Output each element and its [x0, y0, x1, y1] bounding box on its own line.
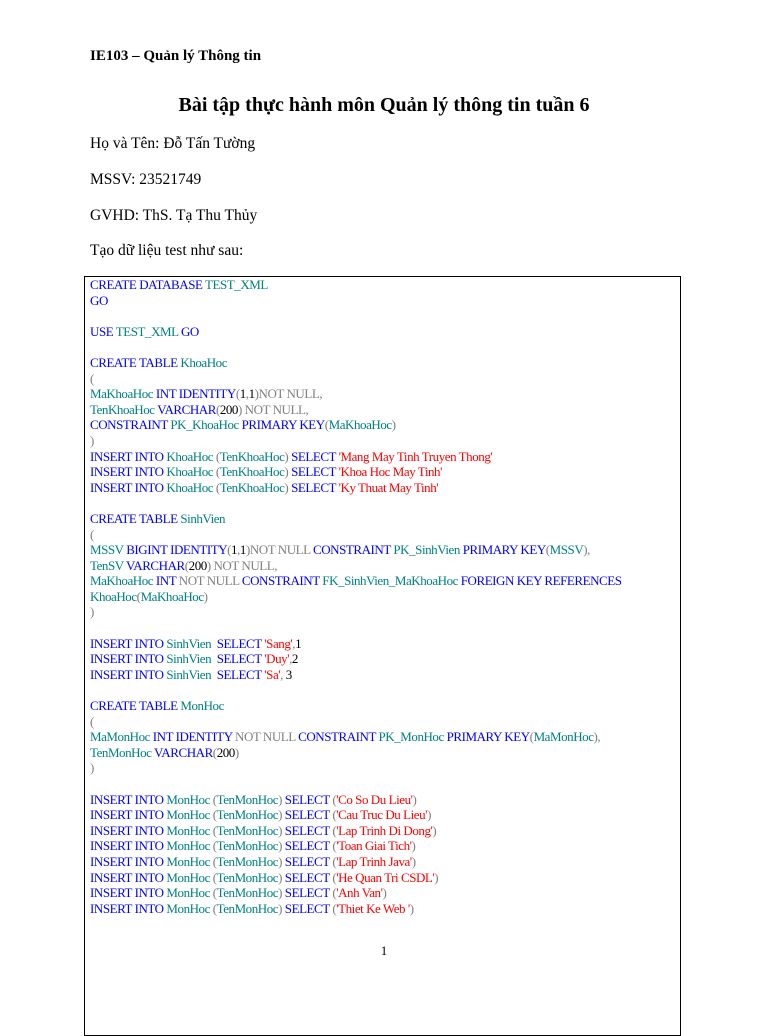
code-token-op: ( [332, 822, 337, 838]
code-token-op: ( [212, 791, 217, 807]
code-token-kw: BIGINT IDENTITY [126, 542, 228, 558]
code-line [90, 682, 680, 698]
code-token-op: ) [427, 807, 431, 823]
code-token-kw: SELECT [291, 464, 339, 480]
code-token-id: TenMonHoc [216, 838, 279, 854]
code-token-id: MonHoc [166, 791, 213, 807]
code-token-id: KhoaHoc [166, 464, 216, 480]
code-line [90, 854, 680, 870]
code-token-op: ( [215, 401, 220, 417]
code-token-op: ) [434, 869, 439, 885]
code-token-str: 'Lap Trinh Di Dong' [336, 822, 433, 838]
code-token-op: ), [593, 729, 601, 745]
code-token-op: )NOT NULL [245, 542, 313, 558]
code-line [90, 792, 680, 808]
code-token-txt: 200 [216, 744, 235, 760]
code-token-kw: INSERT INTO [90, 838, 167, 854]
code-token-kw: INSERT INTO [90, 791, 167, 807]
code-token-kw: CREATE TABLE [90, 354, 181, 370]
code-token-id: MSSV [90, 542, 127, 558]
code-token-op: , [245, 386, 249, 402]
code-token-id: TenKhoaHoc [219, 479, 285, 495]
code-token-txt: 2 [291, 651, 298, 667]
code-line [90, 339, 680, 355]
code-token-kw: PRIMARY KEY [241, 417, 325, 433]
code-token-op: ( [332, 900, 337, 916]
code-token-id: SinhVien [180, 510, 226, 526]
code-token-kw: SELECT [284, 822, 333, 838]
code-token-op: NOT NULL [178, 573, 242, 589]
code-token-id: TenSV [90, 557, 127, 573]
code-token-str: 'Sa' [264, 666, 281, 682]
code-token-kw: SELECT [284, 869, 333, 885]
page-number: 1 [380, 943, 388, 958]
code-token-op: ) [411, 838, 416, 854]
code-token-kw: INSERT INTO [90, 464, 167, 480]
code-token-kw: SELECT [284, 900, 333, 916]
code-token-id: MonHoc [166, 838, 213, 854]
code-token-id: PK_MonHoc [378, 729, 447, 745]
code-token-kw: INSERT INTO [90, 479, 167, 495]
code-token-txt: 1 [239, 386, 246, 402]
code-token-kw: SELECT [284, 838, 333, 854]
code-line [90, 667, 680, 683]
code-token-op: ( [545, 542, 550, 558]
code-line [90, 527, 680, 543]
code-token-kw: INSERT INTO [90, 885, 167, 901]
code-token-op: ( [332, 869, 337, 885]
code-token-op: ( [212, 869, 217, 885]
code-token-kw: GO [90, 292, 108, 308]
code-line [90, 651, 680, 667]
code-line [90, 433, 680, 449]
code-token-kw: VARCHAR [154, 744, 213, 760]
code-token-kw: CONSTRAINT [298, 729, 379, 745]
code-token-str: 'Khoa Hoc May Tinh' [338, 464, 443, 480]
code-token-kw: INT [155, 573, 179, 589]
code-line [90, 573, 680, 589]
code-token-str: 'Cau Truc Du Lieu' [336, 807, 428, 823]
code-token-kw: FOREIGN KEY REFERENCES [460, 573, 622, 589]
code-token-str: 'Anh Van' [336, 885, 383, 901]
code-token-id: TenMonHoc [216, 791, 279, 807]
code-token-kw: CREATE TABLE [90, 510, 181, 526]
code-token-id: MaMonHoc [533, 729, 594, 745]
sql-code-block [84, 276, 681, 1036]
code-token-op: ( [235, 386, 240, 402]
code-token-op: ( [136, 588, 141, 604]
code-token-kw: SELECT [284, 885, 333, 901]
code-token-op: ) [284, 464, 292, 480]
code-token-txt: 3 [285, 666, 292, 682]
code-token-op: ( [212, 900, 217, 916]
code-token-id: SinhVien [166, 651, 217, 667]
code-token-id: FK_SinhVien_MaKhoaHoc [322, 573, 461, 589]
code-token-op: ) NOT NULL, [206, 557, 278, 573]
code-token-id: KhoaHoc [180, 354, 228, 370]
code-token-txt: 1 [248, 386, 255, 402]
document-header: IE103 – Quản lý Thông tin [90, 48, 262, 64]
code-token-op: ( [332, 885, 337, 901]
code-token-op: , [292, 635, 296, 651]
code-line [90, 371, 680, 387]
code-token-op: ) NOT NULL, [237, 401, 309, 417]
code-token-kw: PRIMARY KEY [462, 542, 546, 558]
code-token-kw: INT IDENTITY [152, 729, 235, 745]
code-token-txt: 1 [231, 542, 238, 558]
code-token-op: ( [90, 713, 94, 729]
code-line [90, 511, 680, 527]
code-token-id: SinhVien [166, 635, 217, 651]
code-token-kw: CONSTRAINT [312, 542, 394, 558]
code-token-op: ) [409, 900, 414, 916]
code-line [90, 480, 680, 496]
code-token-op: ) [278, 791, 285, 807]
code-token-id: KhoaHoc [166, 479, 216, 495]
code-token-kw: CREATE TABLE [90, 698, 181, 714]
code-token-op: ) [284, 448, 292, 464]
code-token-id: MonHoc [166, 869, 213, 885]
code-line [90, 745, 680, 761]
code-token-str: 'Lap Trinh Java' [336, 853, 412, 869]
code-line [90, 542, 680, 558]
code-line [90, 402, 680, 418]
code-line [90, 870, 680, 886]
code-token-id: TenMonHoc [216, 885, 279, 901]
code-token-txt: 1 [295, 635, 302, 651]
code-line [90, 293, 680, 309]
code-token-op: NOT NULL [235, 729, 299, 745]
code-token-kw: SELECT [216, 666, 265, 682]
code-token-kw: PRIMARY KEY [446, 729, 530, 745]
code-line [90, 807, 680, 823]
code-token-op: ) [382, 885, 387, 901]
code-token-op: ( [324, 417, 329, 433]
code-token-op: ( [529, 729, 534, 745]
code-token-kw: SELECT [284, 807, 333, 823]
code-token-kw: INT IDENTITY [155, 386, 236, 402]
code-token-id: TenMonHoc [216, 822, 279, 838]
code-token-op: ( [215, 464, 220, 480]
code-token-id: MonHoc [166, 885, 213, 901]
code-token-id: PK_KhoaHoc [170, 417, 242, 433]
student-id: MSSV: 23521749 [90, 171, 202, 188]
code-token-op: ( [90, 526, 94, 542]
code-token-op: ( [332, 838, 337, 854]
document-title: Bài tập thực hành môn Quản lý thông tin tuần 6 [178, 94, 590, 116]
code-line [90, 355, 680, 371]
code-token-op: ( [227, 542, 232, 558]
code-token-kw: SELECT [216, 651, 265, 667]
code-token-str: 'Duy' [264, 651, 290, 667]
code-token-id: TenMonHoc [216, 900, 279, 916]
code-token-str: 'Ky Thuat May Tinh' [338, 479, 439, 495]
code-token-op: ), [583, 542, 590, 558]
code-token-kw: INSERT INTO [90, 822, 167, 838]
code-token-id: MSSV [549, 542, 584, 558]
code-token-id: MonHoc [166, 807, 213, 823]
code-token-op: , [237, 542, 240, 558]
code-token-str: 'He Quan Tri CSDL' [336, 869, 435, 885]
code-token-op: ) [234, 744, 239, 760]
code-token-op: ( [332, 791, 337, 807]
code-token-op: )NOT NULL, [254, 386, 323, 402]
code-token-id: MaKhoaHoc [90, 573, 156, 589]
code-line [90, 449, 680, 465]
code-token-op: ) [391, 417, 396, 433]
code-line [90, 558, 680, 574]
code-token-kw: SELECT [216, 635, 265, 651]
code-token-op: ( [332, 853, 337, 869]
code-line [90, 901, 680, 917]
code-token-id: SinhVien [166, 666, 217, 682]
code-token-op: ) [278, 822, 285, 838]
code-token-op: ) [278, 900, 285, 916]
code-token-op: ( [212, 822, 217, 838]
code-token-id: TenMonHoc [216, 807, 279, 823]
code-token-str: 'Mang May Tinh Truyen Thong' [338, 448, 493, 464]
code-line [90, 729, 680, 745]
code-token-str: 'Sang' [264, 635, 293, 651]
code-token-op: ) [411, 853, 416, 869]
code-line [90, 464, 680, 480]
code-token-str: 'Co So Du Lieu' [336, 791, 413, 807]
code-line [90, 885, 680, 901]
code-line [90, 714, 680, 730]
code-token-kw: INSERT INTO [90, 635, 167, 651]
code-token-txt: 200 [188, 557, 207, 573]
code-line [90, 698, 680, 714]
code-token-kw: INSERT INTO [90, 651, 167, 667]
code-token-kw: CONSTRAINT [241, 573, 323, 589]
code-token-op: ( [332, 807, 337, 823]
code-token-op: ) [278, 807, 285, 823]
code-line [90, 308, 680, 324]
code-token-id: TEST_XML [115, 323, 181, 339]
code-line [90, 838, 680, 854]
code-line [90, 495, 680, 511]
code-token-id: TenKhoaHoc [90, 401, 158, 417]
code-token-kw: VARCHAR [157, 401, 216, 417]
code-token-kw: USE [90, 323, 116, 339]
code-line [90, 324, 680, 340]
code-token-op: ) [90, 604, 94, 620]
code-line [90, 417, 680, 433]
code-token-kw: INSERT INTO [90, 448, 167, 464]
code-token-id: TenMonHoc [216, 853, 279, 869]
code-token-id: MaKhoaHoc [140, 588, 204, 604]
intro-text: Tạo dữ liệu test như sau: [90, 242, 244, 259]
code-token-kw: VARCHAR [126, 557, 185, 573]
code-line [90, 620, 680, 636]
code-token-id: KhoaHoc [166, 448, 216, 464]
code-token-kw: INSERT INTO [90, 853, 167, 869]
code-token-id: MonHoc [166, 853, 213, 869]
code-line [90, 386, 680, 402]
code-token-kw: GO [180, 323, 199, 339]
code-token-op: ( [184, 557, 189, 573]
code-token-id: MonHoc [180, 698, 224, 714]
code-token-op: ( [212, 744, 217, 760]
instructor: GVHD: ThS. Tạ Thu Thủy [90, 207, 258, 224]
student-name: Họ và Tên: Đỗ Tấn Tường [90, 135, 256, 152]
code-token-kw: SELECT [284, 791, 333, 807]
code-token-id: MonHoc [166, 822, 213, 838]
code-token-op: ( [212, 885, 217, 901]
code-token-op: ) [284, 479, 292, 495]
code-token-op: ( [212, 807, 217, 823]
code-token-txt: 1 [239, 542, 246, 558]
code-token-op: ( [212, 853, 217, 869]
code-token-id: MaKhoaHoc [90, 386, 156, 402]
code-line [90, 636, 680, 652]
code-token-op: ) [278, 885, 285, 901]
code-token-op: ( [215, 448, 220, 464]
code-token-kw: INSERT INTO [90, 900, 167, 916]
code-line [90, 589, 680, 605]
code-token-kw: SELECT [291, 479, 339, 495]
code-token-op: ) [90, 760, 94, 776]
code-token-str: 'Toan Giai Tich' [336, 838, 412, 854]
code-token-kw: SELECT [291, 448, 339, 464]
code-line [90, 776, 680, 792]
code-token-op: ( [90, 370, 94, 386]
code-token-id: PK_SinhVien [393, 542, 463, 558]
code-token-txt: 200 [219, 401, 238, 417]
code-token-op: , [289, 651, 292, 667]
code-line [90, 823, 680, 839]
code-line [90, 277, 680, 293]
code-token-kw: INSERT INTO [90, 869, 167, 885]
code-token-op: ) [278, 869, 285, 885]
code-token-kw: INSERT INTO [90, 666, 167, 682]
code-token-str: 'Thiet Ke Web ' [336, 900, 410, 916]
code-token-id: TenKhoaHoc [219, 448, 285, 464]
code-token-id: MaMonHoc [90, 729, 153, 745]
code-token-id: MaKhoaHoc [328, 417, 392, 433]
code-token-id: KhoaHoc [90, 588, 137, 604]
code-token-id: TEST_XML [205, 277, 268, 292]
code-token-id: MonHoc [166, 900, 213, 916]
code-line [90, 604, 680, 620]
code-token-op: ) [203, 588, 208, 604]
code-token-op: ( [212, 838, 217, 854]
code-token-kw: CONSTRAINT [90, 417, 171, 433]
code-token-id: TenKhoaHoc [219, 464, 285, 480]
code-token-op: ) [278, 838, 285, 854]
code-token-op: , [280, 666, 286, 682]
code-token-kw: SELECT [284, 853, 333, 869]
code-token-op: ( [215, 479, 220, 495]
code-token-kw: INSERT INTO [90, 807, 167, 823]
code-line [90, 760, 680, 776]
code-token-id: TenMonHoc [90, 744, 155, 760]
code-token-op: ) [278, 853, 285, 869]
code-token-op: ) [90, 432, 94, 448]
code-token-kw: CREATE DATABASE [90, 277, 206, 292]
code-token-op: ) [432, 822, 437, 838]
code-token-op: ) [412, 791, 417, 807]
code-token-id: TenMonHoc [216, 869, 279, 885]
